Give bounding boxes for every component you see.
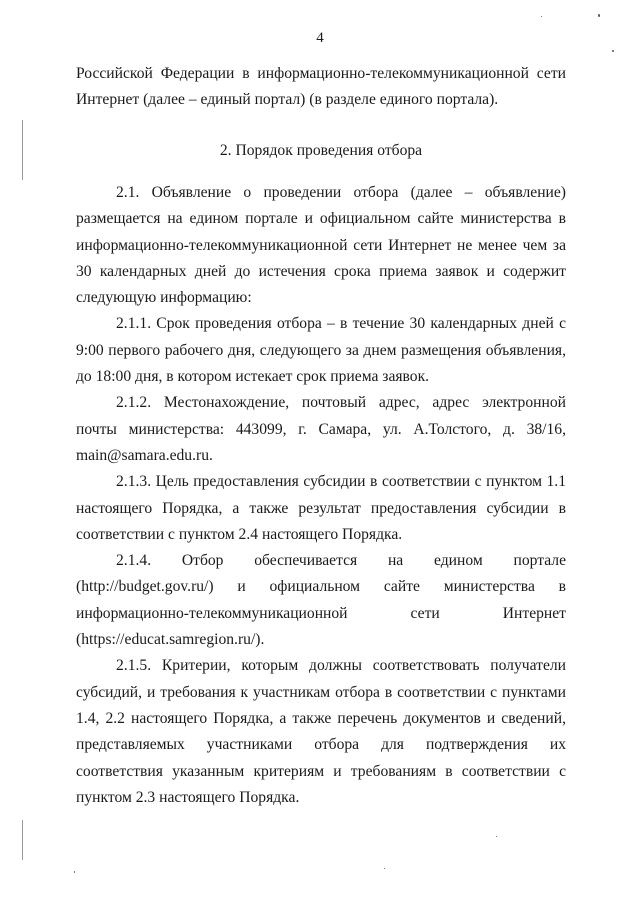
scan-edge-mark xyxy=(22,120,23,180)
paragraph-2-1-3: 2.1.3. Цель предоставления субсидии в соответствии с пунктом 1.1 настоящего Порядка, а также результат предоставления субсидии в соответствии с пунктом 2.4 настоящего Порядка. xyxy=(76,473,566,543)
section-body xyxy=(76,180,566,811)
scan-speck xyxy=(496,836,497,837)
paragraph-2-1-4: 2.1.4. Отбор обеспечивается на едином портале (http://budget.gov.ru/) и официальном сайте министерства в информационно-телекоммуникационной сети Интернет (https://educat.samregion.ru/). xyxy=(76,552,566,649)
paragraph-2-1-2: 2.1.2. Местонахождение, почтовый адрес, адрес электронной почты министерства: 443099, г. Самара, ул. А.Толстого, д. 38/16, main@samara.edu.ru. xyxy=(76,394,566,464)
scan-speck xyxy=(541,16,542,17)
scan-speck xyxy=(384,868,385,869)
scan-edge-mark xyxy=(22,820,23,860)
scan-speck xyxy=(74,871,75,873)
paragraph-2-1: 2.1. Объявление о проведении отбора (далее – объявление) размещается на едином портале и официальном сайте министерства в информационно-телекоммуникационной сети Интернет не менее чем за 30 календарных дней до истечения срока приема заявок и содержит следующую информацию: xyxy=(76,184,566,307)
section-heading-block xyxy=(76,138,566,164)
paragraph-2-1-1: 2.1.1. Срок проведения отбора – в течение 30 календарных дней с 9:00 первого рабочего дня, следующего за днем размещения объявления, до 18:00 дня, в котором истекает срок приема заявок. xyxy=(76,315,566,386)
page-number: 4 xyxy=(316,30,324,46)
continuation-block xyxy=(76,61,566,114)
scan-speck xyxy=(598,14,600,17)
paragraph-2-1-5: 2.1.5. Критерии, которым должны соответствовать получатели субсидий, и требования к участникам отбора в соответствии с пунктами 1.4, 2.2 настоящего Порядка, а также перечень документов и сведений, представляемых участниками отбора для подтверждения их соответствия указанным критериям и требованиям в соответствии с пунктом 2.3 настоящего Порядка. xyxy=(76,657,566,806)
scan-speck xyxy=(612,50,614,52)
continuation-text: Российской Федерации в информационно-телекоммуникационной сети Интернет (далее – единый портал) (в разделе единого портала). xyxy=(76,65,566,109)
section-heading: 2. Порядок проведения отбора xyxy=(219,142,423,159)
